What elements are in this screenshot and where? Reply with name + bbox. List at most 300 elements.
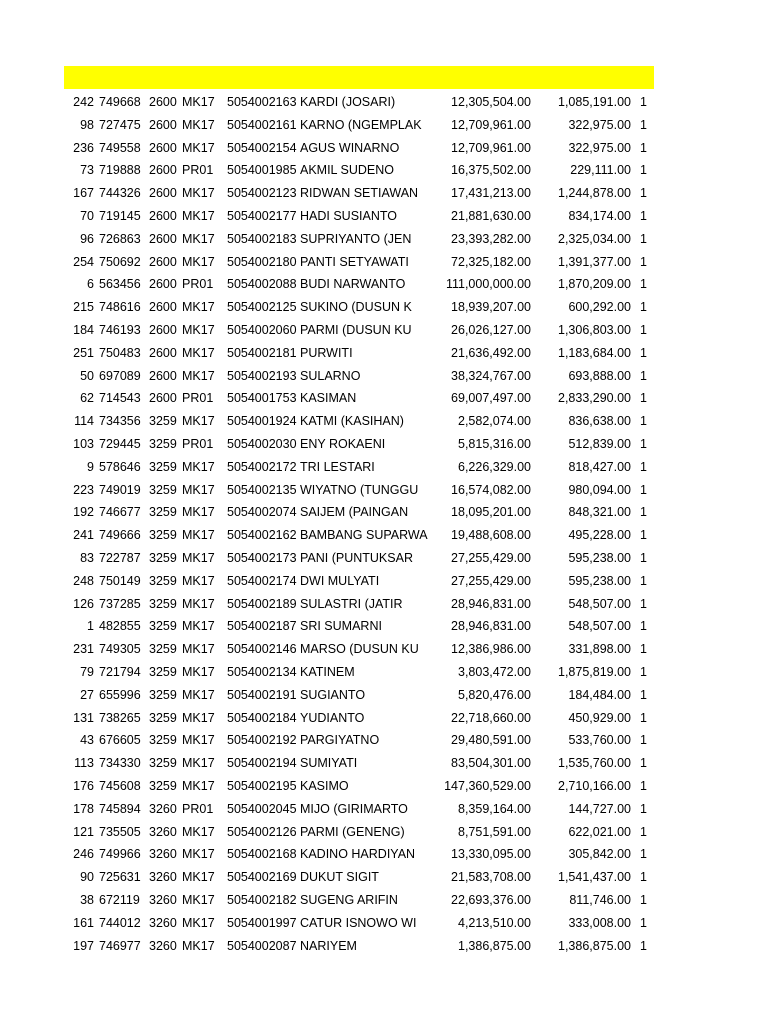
account-number-cell[interactable]: 5054002183 [227, 231, 297, 246]
account-number-cell[interactable]: 5054002146 [227, 642, 297, 657]
row-number-cell[interactable]: 167 [73, 186, 94, 201]
branch-code-cell[interactable]: 2600 [149, 254, 177, 269]
customer-name-cell[interactable]: SULARNO [300, 368, 361, 383]
account-number-cell[interactable]: 5054002195 [227, 779, 297, 793]
customer-id-cell[interactable]: 750692 [99, 254, 141, 269]
customer-id-cell[interactable]: 727475 [99, 117, 141, 132]
row-number-cell[interactable]: 131 [73, 710, 94, 725]
branch-code-cell[interactable]: 3260 [149, 938, 177, 953]
table-row[interactable] [0, 752, 768, 774]
flag-cell[interactable]: 1 [640, 619, 647, 634]
amount-cell[interactable]: 147,360,529.00 [444, 779, 531, 793]
account-number-cell[interactable]: 5054002030 [227, 437, 297, 451]
customer-id-cell[interactable]: 749019 [99, 482, 141, 497]
branch-code-cell[interactable]: 2600 [149, 300, 177, 315]
amount-cell[interactable]: 69,007,497.00 [451, 391, 531, 406]
row-number-cell[interactable]: 121 [73, 824, 94, 839]
flag-cell[interactable]: 1 [640, 824, 647, 839]
outstanding-cell[interactable]: 2,833,290.00 [558, 391, 631, 406]
branch-code-cell[interactable]: 2600 [149, 117, 177, 132]
row-number-cell[interactable]: 103 [73, 437, 94, 451]
table-row[interactable] [0, 889, 768, 911]
product-code-cell[interactable]: PR01 [182, 801, 214, 816]
flag-cell[interactable]: 1 [640, 847, 647, 862]
row-number-cell[interactable]: 242 [73, 95, 94, 109]
table-row[interactable] [0, 273, 768, 295]
product-code-cell[interactable]: MK17 [182, 117, 215, 132]
amount-cell[interactable]: 12,305,504.00 [451, 95, 531, 109]
outstanding-cell[interactable]: 512,839.00 [568, 437, 631, 451]
customer-name-cell[interactable]: KATMI (KASIHAN) [300, 414, 404, 429]
account-number-cell[interactable]: 5054002123 [227, 186, 297, 201]
table-row[interactable] [0, 410, 768, 432]
table-row[interactable] [0, 684, 768, 706]
branch-code-cell[interactable]: 2600 [149, 209, 177, 223]
table-row[interactable] [0, 843, 768, 865]
customer-name-cell[interactable]: SAIJEM (PAINGAN [300, 505, 409, 520]
amount-cell[interactable]: 19,488,608.00 [451, 528, 531, 543]
branch-code-cell[interactable]: 3259 [149, 687, 177, 702]
table-row[interactable] [0, 501, 768, 523]
amount-cell[interactable]: 13,330,095.00 [451, 847, 531, 862]
amount-cell[interactable]: 6,226,329.00 [458, 459, 531, 474]
outstanding-cell[interactable]: 980,094.00 [568, 482, 631, 497]
amount-cell[interactable]: 83,504,301.00 [451, 756, 531, 771]
amount-cell[interactable]: 111,000,000.00 [445, 277, 531, 292]
customer-name-cell[interactable]: SRI SUMARNI [300, 619, 382, 634]
customer-id-cell[interactable]: 749668 [99, 95, 141, 109]
customer-name-cell[interactable]: KASIMAN [300, 391, 357, 406]
table-row[interactable] [0, 365, 768, 387]
product-code-cell[interactable]: MK17 [182, 345, 215, 360]
account-number-cell[interactable]: 5054002168 [227, 847, 297, 862]
flag-cell[interactable]: 1 [640, 345, 647, 360]
flag-cell[interactable]: 1 [640, 323, 647, 337]
header-highlight-bar[interactable] [64, 66, 654, 89]
table-row[interactable] [0, 228, 768, 250]
customer-name-cell[interactable]: DUKUT SIGIT [300, 870, 379, 885]
row-number-cell[interactable]: 178 [73, 801, 94, 816]
account-number-cell[interactable]: 5054002191 [227, 687, 297, 702]
customer-id-cell[interactable]: 563456 [99, 277, 141, 292]
branch-code-cell[interactable]: 3259 [149, 642, 177, 657]
branch-code-cell[interactable]: 3259 [149, 596, 177, 611]
flag-cell[interactable]: 1 [640, 186, 647, 201]
branch-code-cell[interactable]: 3260 [149, 824, 177, 839]
customer-id-cell[interactable]: 719888 [99, 163, 141, 178]
account-number-cell[interactable]: 5054002172 [227, 459, 297, 474]
customer-id-cell[interactable]: 745894 [99, 801, 141, 816]
customer-name-cell[interactable]: PARMI (GENENG) [300, 824, 405, 839]
product-code-cell[interactable]: MK17 [182, 847, 215, 862]
branch-code-cell[interactable]: 3260 [149, 915, 177, 930]
product-code-cell[interactable]: MK17 [182, 642, 215, 657]
customer-id-cell[interactable]: 578646 [99, 459, 141, 474]
branch-code-cell[interactable]: 3260 [149, 801, 177, 816]
customer-name-cell[interactable]: BUDI NARWANTO [300, 277, 406, 292]
table-row[interactable] [0, 479, 768, 501]
row-number-cell[interactable]: 161 [73, 915, 94, 930]
customer-id-cell[interactable]: 482855 [99, 619, 141, 634]
outstanding-cell[interactable]: 693,888.00 [568, 368, 631, 383]
row-number-cell[interactable]: 9 [87, 459, 94, 474]
amount-cell[interactable]: 16,375,502.00 [451, 163, 531, 178]
customer-id-cell[interactable]: 714543 [99, 391, 141, 406]
product-code-cell[interactable]: MK17 [182, 938, 215, 953]
branch-code-cell[interactable]: 3260 [149, 893, 177, 907]
outstanding-cell[interactable]: 1,870,209.00 [558, 277, 631, 292]
product-code-cell[interactable]: MK17 [182, 665, 215, 679]
table-row[interactable] [0, 593, 768, 615]
row-number-cell[interactable]: 236 [73, 140, 94, 155]
table-row[interactable] [0, 707, 768, 729]
branch-code-cell[interactable]: 3259 [149, 459, 177, 474]
table-row[interactable] [0, 456, 768, 478]
amount-cell[interactable]: 12,386,986.00 [451, 642, 531, 657]
product-code-cell[interactable]: MK17 [182, 414, 215, 429]
product-code-cell[interactable]: MK17 [182, 368, 215, 383]
table-row[interactable] [0, 182, 768, 204]
amount-cell[interactable]: 21,583,708.00 [451, 870, 531, 885]
row-number-cell[interactable]: 6 [87, 277, 94, 292]
outstanding-cell[interactable]: 495,228.00 [568, 528, 631, 543]
table-row[interactable] [0, 342, 768, 364]
branch-code-cell[interactable]: 2600 [149, 368, 177, 383]
flag-cell[interactable]: 1 [640, 893, 647, 907]
table-row[interactable] [0, 570, 768, 592]
product-code-cell[interactable]: MK17 [182, 573, 215, 588]
table-row[interactable] [0, 205, 768, 227]
customer-name-cell[interactable]: ENY ROKAENI [300, 437, 386, 451]
outstanding-cell[interactable]: 1,541,437.00 [558, 870, 631, 885]
table-row[interactable] [0, 319, 768, 341]
branch-code-cell[interactable]: 3259 [149, 665, 177, 679]
row-number-cell[interactable]: 231 [73, 642, 94, 657]
branch-code-cell[interactable]: 2600 [149, 95, 177, 109]
outstanding-cell[interactable]: 2,710,166.00 [558, 779, 631, 793]
customer-name-cell[interactable]: NARIYEM [300, 938, 357, 953]
customer-id-cell[interactable]: 697089 [99, 368, 141, 383]
outstanding-cell[interactable]: 595,238.00 [568, 573, 631, 588]
product-code-cell[interactable]: MK17 [182, 687, 215, 702]
product-code-cell[interactable]: MK17 [182, 186, 215, 201]
product-code-cell[interactable]: PR01 [182, 277, 214, 292]
product-code-cell[interactable]: MK17 [182, 596, 215, 611]
product-code-cell[interactable]: MK17 [182, 505, 215, 520]
flag-cell[interactable]: 1 [640, 505, 647, 520]
customer-id-cell[interactable]: 749666 [99, 528, 141, 543]
branch-code-cell[interactable]: 3260 [149, 870, 177, 885]
flag-cell[interactable]: 1 [640, 391, 647, 406]
branch-code-cell[interactable]: 3259 [149, 505, 177, 520]
customer-id-cell[interactable]: 746977 [99, 938, 141, 953]
row-number-cell[interactable]: 176 [73, 779, 94, 793]
account-number-cell[interactable]: 5054001753 [227, 391, 297, 406]
table-row[interactable] [0, 935, 768, 957]
outstanding-cell[interactable]: 533,760.00 [568, 733, 631, 748]
account-number-cell[interactable]: 5054002134 [227, 665, 297, 679]
account-number-cell[interactable]: 5054002177 [227, 209, 297, 223]
row-number-cell[interactable]: 98 [80, 117, 94, 132]
product-code-cell[interactable]: MK17 [182, 482, 215, 497]
branch-code-cell[interactable]: 2600 [149, 140, 177, 155]
account-number-cell[interactable]: 5054002154 [227, 140, 297, 155]
customer-name-cell[interactable]: KARNO (NGEMPLAK [300, 117, 422, 132]
amount-cell[interactable]: 1,386,875.00 [458, 938, 531, 953]
account-number-cell[interactable]: 5054002193 [227, 368, 297, 383]
flag-cell[interactable]: 1 [640, 437, 647, 451]
customer-name-cell[interactable]: SUMIYATI [300, 756, 358, 771]
outstanding-cell[interactable]: 834,174.00 [568, 209, 631, 223]
row-number-cell[interactable]: 73 [80, 163, 94, 178]
amount-cell[interactable]: 21,881,630.00 [451, 209, 531, 223]
amount-cell[interactable]: 8,359,164.00 [458, 801, 531, 816]
outstanding-cell[interactable]: 1,306,803.00 [558, 323, 631, 337]
branch-code-cell[interactable]: 3259 [149, 779, 177, 793]
customer-id-cell[interactable]: 721794 [99, 665, 141, 679]
customer-name-cell[interactable]: BAMBANG SUPARWA [300, 528, 428, 543]
product-code-cell[interactable]: MK17 [182, 95, 215, 109]
customer-name-cell[interactable]: WIYATNO (TUNGGU [300, 482, 419, 497]
flag-cell[interactable]: 1 [640, 801, 647, 816]
customer-id-cell[interactable]: 744012 [99, 915, 141, 930]
customer-name-cell[interactable]: PANTI SETYAWATI [300, 254, 409, 269]
outstanding-cell[interactable]: 595,238.00 [568, 551, 631, 565]
customer-name-cell[interactable]: SUGIANTO [300, 687, 366, 702]
account-number-cell[interactable]: 5054002194 [227, 756, 297, 771]
flag-cell[interactable]: 1 [640, 733, 647, 748]
amount-cell[interactable]: 26,026,127.00 [451, 323, 531, 337]
customer-name-cell[interactable]: KASIMO [300, 779, 349, 793]
amount-cell[interactable]: 12,709,961.00 [451, 140, 531, 155]
table-row[interactable] [0, 615, 768, 637]
customer-name-cell[interactable]: MARSO (DUSUN KU [300, 642, 419, 657]
product-code-cell[interactable]: MK17 [182, 893, 215, 907]
customer-name-cell[interactable]: SULASTRI (JATIR [300, 596, 403, 611]
amount-cell[interactable]: 5,820,476.00 [458, 687, 531, 702]
flag-cell[interactable]: 1 [640, 573, 647, 588]
customer-id-cell[interactable]: 722787 [99, 551, 141, 565]
customer-id-cell[interactable]: 746193 [99, 323, 141, 337]
row-number-cell[interactable]: 246 [73, 847, 94, 862]
branch-code-cell[interactable]: 3259 [149, 733, 177, 748]
branch-code-cell[interactable]: 2600 [149, 186, 177, 201]
account-number-cell[interactable]: 5054002088 [227, 277, 297, 292]
customer-name-cell[interactable]: PANI (PUNTUKSAR [300, 551, 413, 565]
customer-id-cell[interactable]: 749966 [99, 847, 141, 862]
account-number-cell[interactable]: 5054001985 [227, 163, 297, 178]
branch-code-cell[interactable]: 3259 [149, 756, 177, 771]
outstanding-cell[interactable]: 229,111.00 [570, 163, 631, 178]
outstanding-cell[interactable]: 548,507.00 [568, 596, 631, 611]
table-row[interactable] [0, 433, 768, 455]
flag-cell[interactable]: 1 [640, 756, 647, 771]
product-code-cell[interactable]: MK17 [182, 300, 215, 315]
row-number-cell[interactable]: 83 [80, 551, 94, 565]
amount-cell[interactable]: 22,718,660.00 [451, 710, 531, 725]
customer-name-cell[interactable]: SUKINO (DUSUN K [300, 300, 412, 315]
customer-id-cell[interactable]: 748616 [99, 300, 141, 315]
customer-name-cell[interactable]: TRI LESTARI [300, 459, 375, 474]
account-number-cell[interactable]: 5054001924 [227, 414, 297, 429]
amount-cell[interactable]: 18,095,201.00 [451, 505, 531, 520]
flag-cell[interactable]: 1 [640, 414, 647, 429]
customer-name-cell[interactable]: KARDI (JOSARI) [300, 95, 396, 109]
amount-cell[interactable]: 16,574,082.00 [451, 482, 531, 497]
outstanding-cell[interactable]: 1,085,191.00 [558, 95, 631, 109]
customer-name-cell[interactable]: PARMI (DUSUN KU [300, 323, 412, 337]
product-code-cell[interactable]: MK17 [182, 140, 215, 155]
customer-name-cell[interactable]: SUGENG ARIFIN [300, 893, 398, 907]
row-number-cell[interactable]: 96 [80, 231, 94, 246]
customer-id-cell[interactable]: 745608 [99, 779, 141, 793]
account-number-cell[interactable]: 5054002074 [227, 505, 297, 520]
branch-code-cell[interactable]: 2600 [149, 345, 177, 360]
customer-id-cell[interactable]: 749558 [99, 140, 141, 155]
amount-cell[interactable]: 27,255,429.00 [451, 573, 531, 588]
flag-cell[interactable]: 1 [640, 231, 647, 246]
amount-cell[interactable]: 2,582,074.00 [458, 414, 531, 429]
branch-code-cell[interactable]: 3259 [149, 482, 177, 497]
customer-name-cell[interactable]: AKMIL SUDENO [300, 163, 395, 178]
account-number-cell[interactable]: 5054002184 [227, 710, 297, 725]
product-code-cell[interactable]: PR01 [182, 391, 214, 406]
amount-cell[interactable]: 3,803,472.00 [458, 665, 531, 679]
amount-cell[interactable]: 72,325,182.00 [451, 254, 531, 269]
account-number-cell[interactable]: 5054002163 [227, 95, 297, 109]
branch-code-cell[interactable]: 3259 [149, 414, 177, 429]
product-code-cell[interactable]: MK17 [182, 323, 215, 337]
branch-code-cell[interactable]: 3259 [149, 573, 177, 588]
row-number-cell[interactable]: 248 [73, 573, 94, 588]
customer-id-cell[interactable]: 737285 [99, 596, 141, 611]
row-number-cell[interactable]: 43 [80, 733, 94, 748]
customer-name-cell[interactable]: AGUS WINARNO [300, 140, 400, 155]
flag-cell[interactable]: 1 [640, 277, 647, 292]
outstanding-cell[interactable]: 333,008.00 [568, 915, 631, 930]
branch-code-cell[interactable]: 2600 [149, 323, 177, 337]
amount-cell[interactable]: 12,709,961.00 [451, 117, 531, 132]
flag-cell[interactable]: 1 [640, 779, 647, 793]
outstanding-cell[interactable]: 811,746.00 [569, 893, 631, 907]
table-row[interactable] [0, 137, 768, 159]
account-number-cell[interactable]: 5054002045 [227, 801, 297, 816]
outstanding-cell[interactable]: 848,321.00 [568, 505, 631, 520]
customer-id-cell[interactable]: 750149 [99, 573, 141, 588]
customer-id-cell[interactable]: 726863 [99, 231, 141, 246]
product-code-cell[interactable]: PR01 [182, 437, 214, 451]
flag-cell[interactable]: 1 [640, 117, 647, 132]
outstanding-cell[interactable]: 305,842.00 [568, 847, 631, 862]
row-number-cell[interactable]: 251 [73, 345, 94, 360]
amount-cell[interactable]: 21,636,492.00 [451, 345, 531, 360]
branch-code-cell[interactable]: 3259 [149, 710, 177, 725]
flag-cell[interactable]: 1 [640, 368, 647, 383]
customer-name-cell[interactable]: YUDIANTO [300, 710, 365, 725]
account-number-cell[interactable]: 5054002126 [227, 824, 297, 839]
customer-id-cell[interactable]: 744326 [99, 186, 141, 201]
outstanding-cell[interactable]: 548,507.00 [568, 619, 631, 634]
product-code-cell[interactable]: MK17 [182, 779, 215, 793]
customer-name-cell[interactable]: KATINEM [300, 665, 355, 679]
product-code-cell[interactable]: PR01 [182, 163, 214, 178]
account-number-cell[interactable]: 5054002187 [227, 619, 297, 634]
outstanding-cell[interactable]: 600,292.00 [568, 300, 631, 315]
outstanding-cell[interactable]: 144,727.00 [568, 801, 631, 816]
flag-cell[interactable]: 1 [640, 687, 647, 702]
customer-id-cell[interactable]: 750483 [99, 345, 141, 360]
amount-cell[interactable]: 29,480,591.00 [451, 733, 531, 748]
table-row[interactable] [0, 159, 768, 181]
table-row[interactable] [0, 251, 768, 273]
product-code-cell[interactable]: MK17 [182, 619, 215, 634]
product-code-cell[interactable]: MK17 [182, 528, 215, 543]
flag-cell[interactable]: 1 [640, 300, 647, 315]
flag-cell[interactable]: 1 [640, 551, 647, 565]
account-number-cell[interactable]: 5054002162 [227, 528, 297, 543]
row-number-cell[interactable]: 184 [73, 323, 94, 337]
flag-cell[interactable]: 1 [640, 140, 647, 155]
amount-cell[interactable]: 28,946,831.00 [451, 596, 531, 611]
outstanding-cell[interactable]: 1,244,878.00 [558, 186, 631, 201]
flag-cell[interactable]: 1 [640, 254, 647, 269]
product-code-cell[interactable]: MK17 [182, 915, 215, 930]
branch-code-cell[interactable]: 2600 [149, 391, 177, 406]
product-code-cell[interactable]: MK17 [182, 756, 215, 771]
table-row[interactable] [0, 729, 768, 751]
customer-id-cell[interactable]: 676605 [99, 733, 141, 748]
customer-id-cell[interactable]: 734330 [99, 756, 141, 771]
row-number-cell[interactable]: 62 [80, 391, 94, 406]
customer-name-cell[interactable]: SUPRIYANTO (JEN [300, 231, 412, 246]
row-number-cell[interactable]: 70 [80, 209, 94, 223]
customer-name-cell[interactable]: CATUR ISNOWO WI [300, 915, 417, 930]
amount-cell[interactable]: 4,213,510.00 [458, 915, 531, 930]
table-row[interactable] [0, 821, 768, 843]
row-number-cell[interactable]: 254 [73, 254, 94, 269]
branch-code-cell[interactable]: 2600 [149, 277, 177, 292]
outstanding-cell[interactable]: 1,875,819.00 [558, 665, 631, 679]
outstanding-cell[interactable]: 1,386,875.00 [558, 938, 631, 953]
product-code-cell[interactable]: MK17 [182, 733, 215, 748]
flag-cell[interactable]: 1 [640, 528, 647, 543]
row-number-cell[interactable]: 50 [80, 368, 94, 383]
flag-cell[interactable]: 1 [640, 665, 647, 679]
product-code-cell[interactable]: MK17 [182, 459, 215, 474]
table-row[interactable] [0, 638, 768, 660]
customer-id-cell[interactable]: 749305 [99, 642, 141, 657]
table-row[interactable] [0, 114, 768, 136]
amount-cell[interactable]: 8,751,591.00 [458, 824, 531, 839]
account-number-cell[interactable]: 5054002192 [227, 733, 297, 748]
customer-name-cell[interactable]: PURWITI [300, 345, 353, 360]
branch-code-cell[interactable]: 3259 [149, 528, 177, 543]
row-number-cell[interactable]: 215 [73, 300, 94, 315]
customer-id-cell[interactable]: 655996 [99, 687, 141, 702]
row-number-cell[interactable]: 192 [73, 505, 94, 520]
amount-cell[interactable]: 38,324,767.00 [451, 368, 531, 383]
product-code-cell[interactable]: MK17 [182, 870, 215, 885]
flag-cell[interactable]: 1 [640, 710, 647, 725]
account-number-cell[interactable]: 5054002189 [227, 596, 297, 611]
row-number-cell[interactable]: 126 [73, 596, 94, 611]
row-number-cell[interactable]: 113 [74, 756, 94, 771]
table-row[interactable] [0, 866, 768, 888]
branch-code-cell[interactable]: 3259 [149, 619, 177, 634]
flag-cell[interactable]: 1 [640, 938, 647, 953]
amount-cell[interactable]: 23,393,282.00 [451, 231, 531, 246]
row-number-cell[interactable]: 1 [87, 619, 94, 634]
